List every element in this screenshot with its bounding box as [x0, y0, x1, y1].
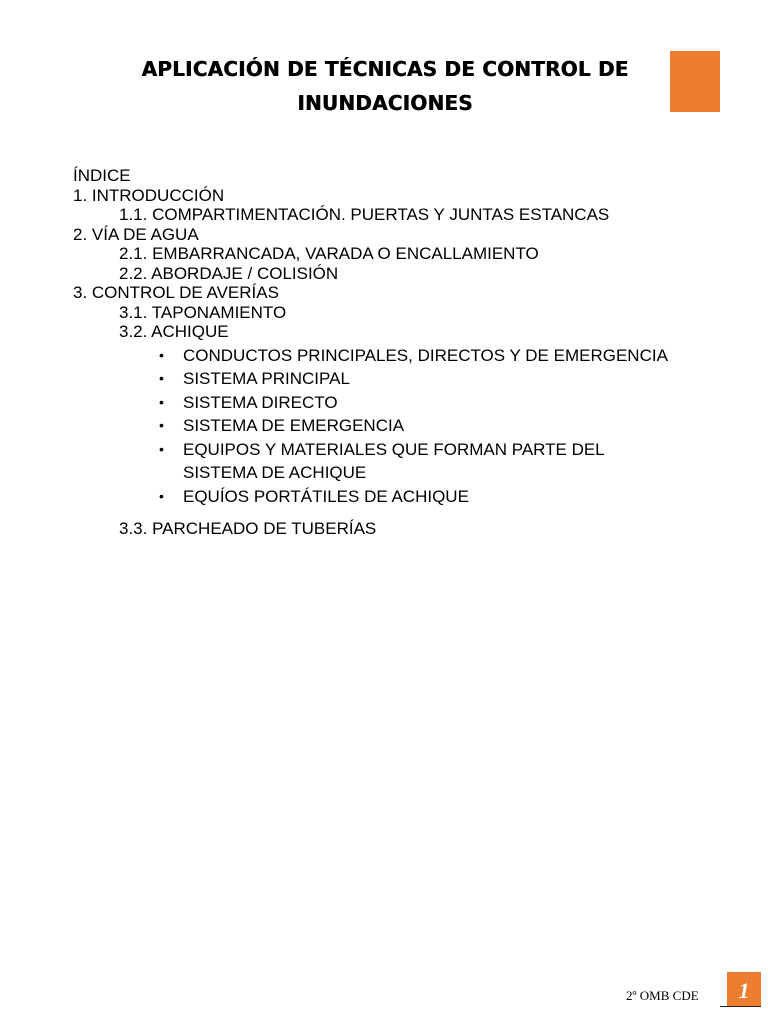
- footer-divider: [720, 1006, 761, 1007]
- bullet-text-continuation: SISTEMA DE ACHIQUE: [183, 463, 367, 482]
- header-accent-block: [670, 51, 720, 112]
- toc-section-1: 1. INTRODUCCIÓN: [73, 185, 225, 205]
- title-line-1: APLICACIÓN DE TÉCNICAS DE CONTROL DE: [141, 57, 629, 81]
- toc-section-3-1: 3.1. TAPONAMIENTO: [119, 302, 287, 322]
- page-number: 1: [738, 978, 750, 1003]
- list-item: [159, 414, 733, 438]
- bullet-text: EQUÍOS PORTÁTILES DE ACHIQUE: [183, 486, 469, 506]
- bullet-text: SISTEMA DE EMERGENCIA: [183, 416, 405, 435]
- table-of-contents: [73, 166, 733, 539]
- bullet-icon: •: [159, 393, 164, 410]
- title-line-2: INUNDACIONES: [297, 91, 473, 115]
- bullet-text: EQUIPOS Y MATERIALES QUE FORMAN PARTE DEL: [183, 439, 605, 459]
- list-item: [159, 367, 733, 391]
- toc-section-3-2-bullet-list: [73, 344, 733, 509]
- bullet-icon: •: [159, 417, 164, 433]
- toc-section-3-3: 3.3. PARCHEADO DE TUBERÍAS: [119, 519, 377, 538]
- toc-section-2-1: 2.1. EMBARRANCADA, VARADA O ENCALLAMIENTO: [119, 244, 539, 263]
- toc-heading: ÍNDICE: [73, 166, 131, 185]
- bullet-icon: •: [159, 370, 164, 386]
- footer-course-label: 2º OMB CDE: [626, 988, 699, 1003]
- list-item: [159, 391, 733, 415]
- bullet-icon: •: [159, 346, 164, 363]
- bullet-icon: •: [159, 440, 164, 457]
- bullet-text: CONDUCTOS PRINCIPALES, DIRECTOS Y DE EMERGENCIA: [183, 345, 668, 365]
- bullet-text: SISTEMA PRINCIPAL: [183, 369, 350, 388]
- toc-section-2: 2. VÍA DE AGUA: [73, 224, 199, 244]
- toc-section-3: 3. CONTROL DE AVERÍAS: [73, 283, 279, 302]
- bullet-text: SISTEMA DIRECTO: [183, 392, 338, 412]
- document-title: [110, 52, 660, 120]
- toc-section-3-2: 3.2. ACHIQUE: [119, 322, 229, 341]
- list-item: [159, 344, 733, 368]
- list-item: [159, 485, 733, 509]
- toc-section-2-2: 2.2. ABORDAJE / COLISIÓN: [119, 263, 339, 283]
- bullet-icon: •: [159, 487, 164, 504]
- toc-section-1-1: 1.1. COMPARTIMENTACIÓN. PUERTAS Y JUNTAS ESTANCAS: [119, 205, 610, 224]
- list-item: [159, 438, 733, 485]
